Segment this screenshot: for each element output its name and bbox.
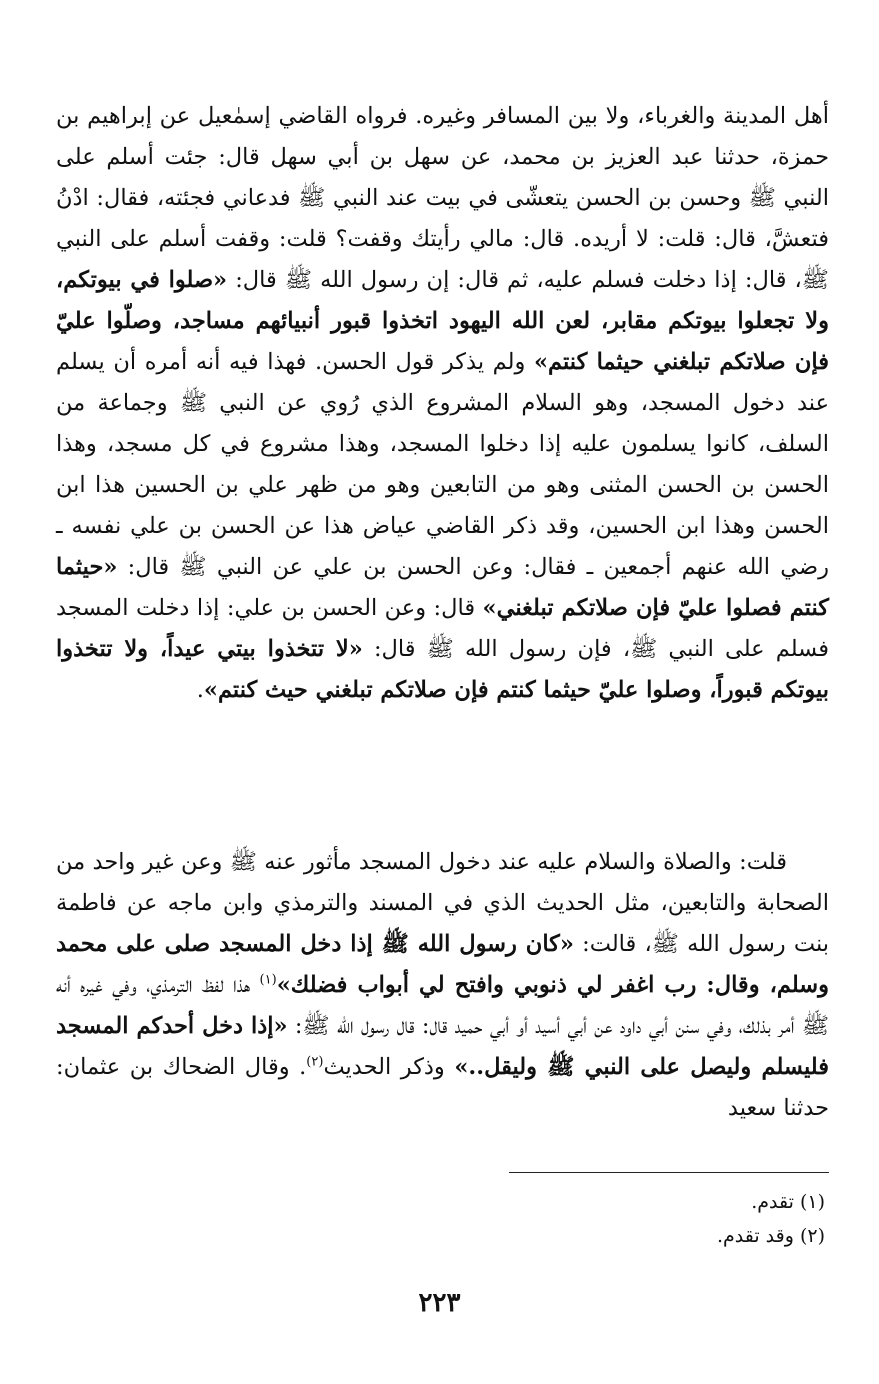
hadith-quote: «كان رسول الله ﷺ إذا دخل المسجد صلى على محمد وسلم، وقال: رب اغفر لي ذنوبي وافتح لي أبواب فضلك» bbox=[56, 931, 829, 998]
text-run: قال: وعن الحسن بن علي: إذا دخلت المسجد فسلم على النبي ﷺ، فإن رسول الله ﷺ قال: bbox=[56, 595, 829, 662]
text-run: أهل المدينة والغرباء، ولا بين المسافر وغيره. فرواه القاضي إسمٰعيل عن إبراهيم بن حمزة، حدثنا عبد العزيز بن محمد، عن سهل بن أبي سهل قال: جئت أسلم على النبي ﷺ وحسن بن الحسن يتعشّى في بيت عند النبي ﷺ فدعاني فجئته، فقال: ادْنُ فتعشَّ، قال: قلت: لا أريده. قال: مالي رأيتك وقفت؟ قلت: وقفت أسلم على النبي ﷺ، قال: إذا دخلت فسلم عليه، ثم قال: إن رسول الله ﷺ قال: bbox=[56, 103, 829, 293]
text-run: هذا لفظ الترمذي، وفي غيره أنه ﷺ أمر بذلك، وفي سنن أبي داود عن أبي أسيد أو أبي حميد قال: قال رسول الله ﷺ: bbox=[56, 972, 829, 1039]
footnote-reference: (٢) bbox=[306, 1054, 324, 1070]
text-run: وذكر الحديث bbox=[323, 1054, 455, 1080]
footnote-1 bbox=[751, 1188, 825, 1216]
hadith-quote: «لا تتخذوا بيتي عيداً، ولا تتخذوا بيوتكم قبوراً، وصلوا عليّ حيثما كنتم فإن صلاتكم تبلغني حيث كنتم» bbox=[56, 636, 829, 703]
footnote-2 bbox=[717, 1222, 825, 1250]
text-run: قلت: والصلاة والسلام عليه عند دخول المسجد مأثور عنه ﷺ وعن غير واحد من الصحابة والتابعين، مثل الحديث الذي في المسند والترمذي وابن ماجه عن فاطمة بنت رسول الله ﷺ، قالت: bbox=[56, 849, 830, 957]
footnote-number: (١) bbox=[799, 1191, 825, 1213]
page-number: ٢٢٣ bbox=[418, 1288, 461, 1318]
hadith-quote: «صلوا في بيوتكم، ولا تجعلوا بيوتكم مقابر، لعن الله اليهود اتخذوا قبور أنبيائهم مساجد، وصلّوا عليّ فإن صلاتكم تبلغني حيثما كنتم» bbox=[56, 267, 829, 375]
footnote-divider bbox=[509, 1172, 829, 1173]
text-run: . bbox=[196, 677, 204, 703]
main-paragraph-1 bbox=[56, 96, 829, 711]
hadith-quote: «حيثما كنتم فصلوا عليّ فإن صلاتكم تبلغني» bbox=[56, 554, 829, 621]
footnote-text: وقد تقدم. bbox=[716, 1225, 794, 1247]
text-run: ولم يذكر قول الحسن. فهذا فيه أنه أمره أن يسلم عند دخول المسجد، وهو السلام المشروع الذي رُوي عن النبي ﷺ وجماعة من السلف، كانوا يسلمون عليه إذا دخلوا المسجد، وهذا مشروع في كل مسجد، وهذا الحسن بن الحسن المثنى وهو من التابعين وهو من ظهر علي بن الحسين هذا ابن الحسن وهذا ابن الحسين، وقد ذكر القاضي عياض هذا عن الحسن بن علي نفسه ـ رضي الله عنهم أجمعين ـ فقال: وعن الحسن بن علي عن النبي ﷺ قال: bbox=[56, 349, 829, 580]
hadith-quote: «إذا دخل أحدكم المسجد فليسلم وليصل على النبي ﷺ وليقل..» bbox=[56, 1013, 829, 1080]
main-paragraph-2 bbox=[56, 842, 829, 1129]
footnote-number: (٢) bbox=[799, 1225, 825, 1247]
text-run: . وقال الضحاك بن عثمان: حدثنا سعيد bbox=[56, 1054, 829, 1121]
footnote-reference: (١) bbox=[259, 972, 277, 988]
footnote-text: تقدم. bbox=[751, 1191, 794, 1213]
